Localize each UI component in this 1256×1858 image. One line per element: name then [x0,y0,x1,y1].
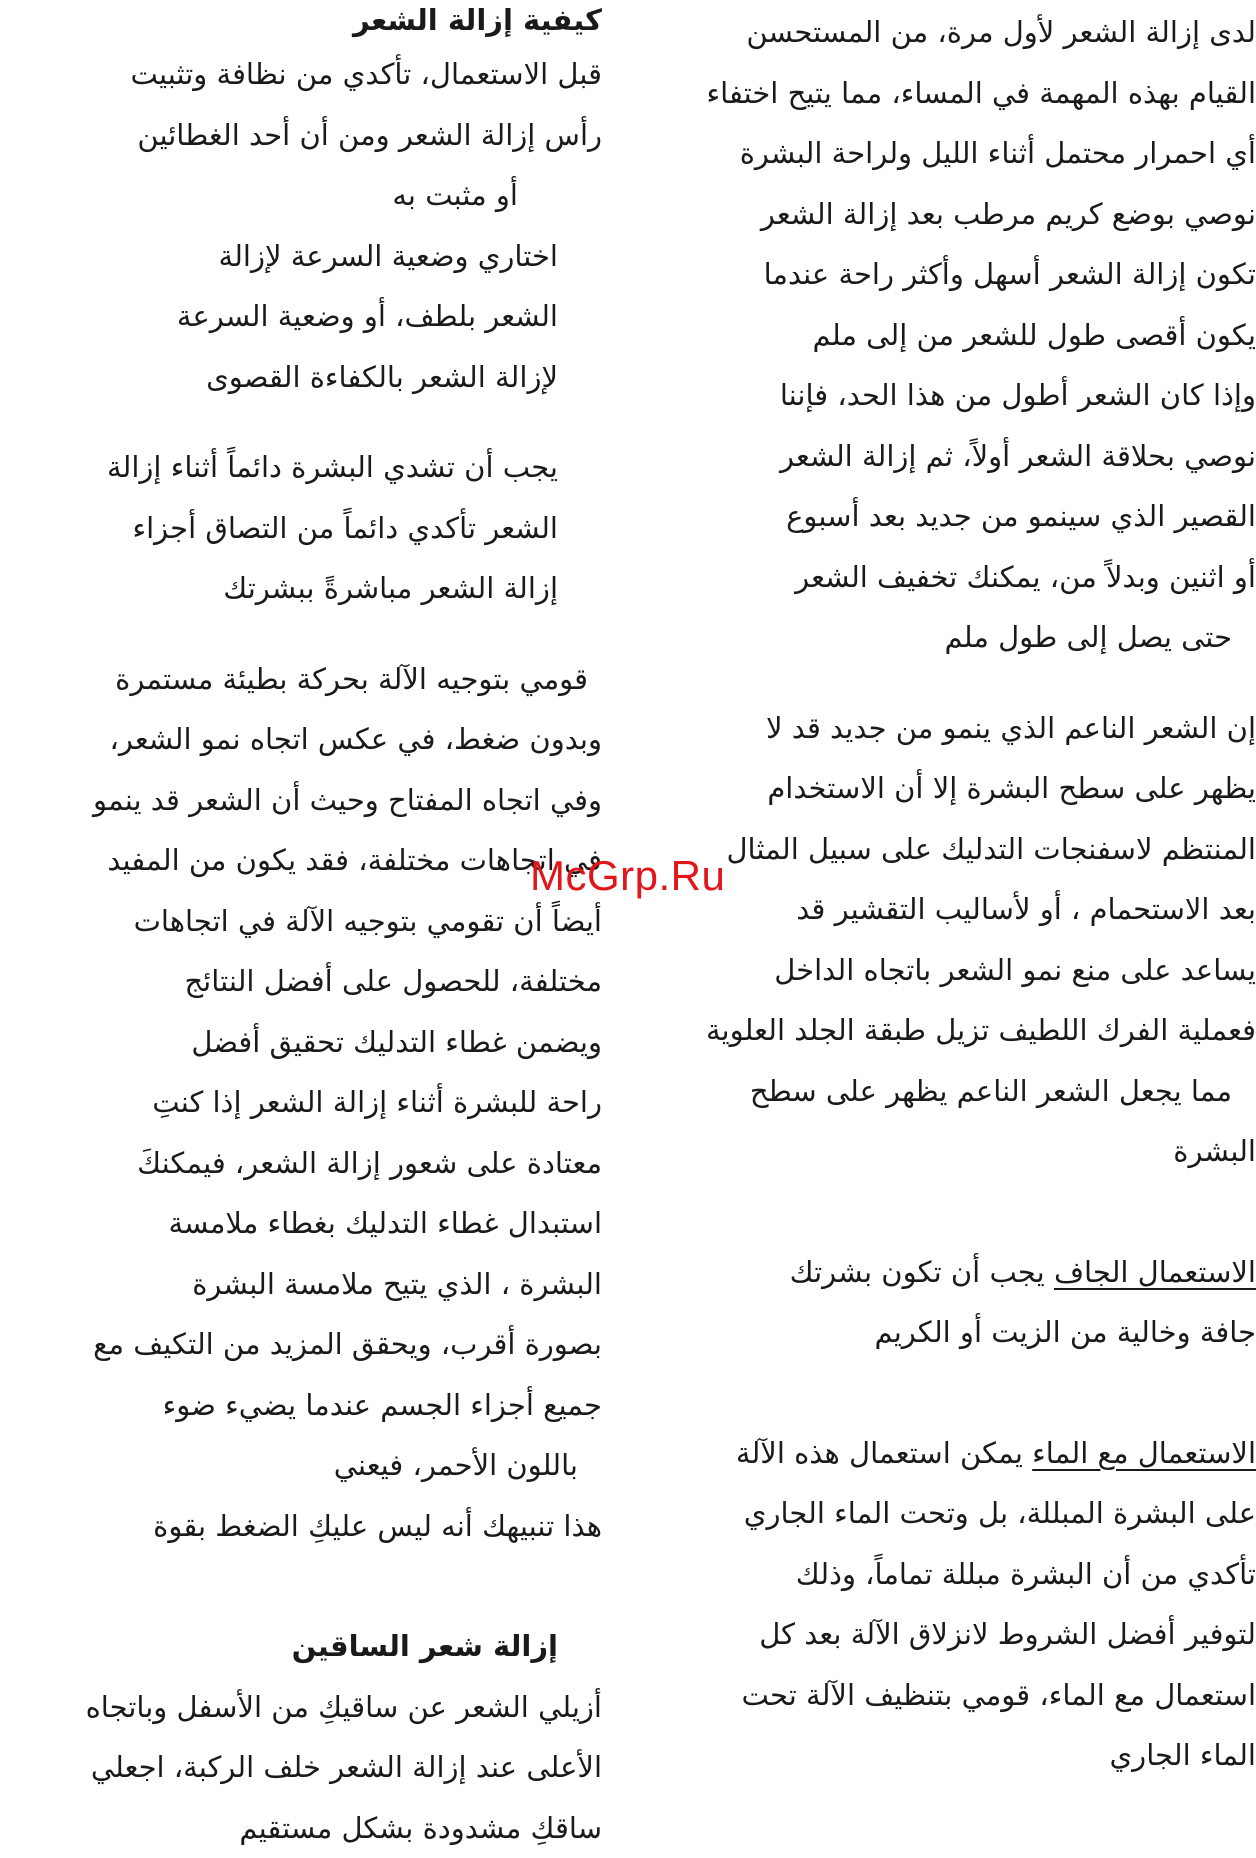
text-line: البشرة [616,1121,1256,1182]
wet-use-paragraph [616,1423,1256,1786]
text-line: الماء الجاري [616,1725,1256,1786]
before-use-paragraph [2,44,602,226]
text-line: القيام بهذه المهمة في المساء، مما يتيح اختفاء [616,63,1256,124]
text-line: نوصي بوضع كريم مرطب بعد إزالة الشعر [616,184,1256,245]
text-line: أيضاً أن تقومي بتوجيه الآلة في اتجاهات [2,891,602,952]
text-line: هذا تنبيهك أنه ليس عليكِ الضغط بقوة [2,1496,602,1557]
text-line: في اتجاهات مختلفة، فقد يكون من المفيد [2,830,602,891]
text-line: تكون إزالة الشعر أسهل وأكثر راحة عندما [616,244,1256,305]
speed-paragraph [2,226,602,408]
text-line: معتادة على شعور إزالة الشعر، فيمكنكَ [2,1133,602,1194]
text-line: مما يجعل الشعر الناعم يظهر على سطح [616,1061,1256,1122]
text-line: ويضمن غطاء التدليك تحقيق أفضل [2,1012,602,1073]
text-line: استبدال غطاء التدليك بغطاء ملامسة [2,1193,602,1254]
text-line: الأعلى عند إزالة الشعر خلف الركبة، اجعلي [2,1737,602,1798]
text-line [616,1242,1256,1303]
text-line: وبدون ضغط، في عكس اتجاه نمو الشعر، [2,709,602,770]
text-line: جافة وخالية من الزيت أو الكريم [616,1302,1256,1363]
text-line: أزيلي الشعر عن ساقيكِ من الأسفل وباتجاه [2,1677,602,1738]
text-line [616,1423,1256,1484]
left-column [2,0,602,1858]
intro-paragraph [616,0,1256,668]
text-line: الشعر بلطف، أو وضعية السرعة [2,286,602,347]
text-line: راحة للبشرة أثناء إزالة الشعر إذا كنتِ [2,1072,602,1133]
text-line: يظهر على سطح البشرة إلا أن الاستخدام [616,758,1256,819]
guide-device-paragraph [2,649,602,1557]
text-line: أو اثنين وبدلاً من، يمكنك تخفيف الشعر [616,547,1256,608]
text-line: لدى إزالة الشعر لأول مرة، من المستحسن [616,2,1256,63]
text-line: استعمال مع الماء، قومي بتنظيف الآلة تحت [616,1665,1256,1726]
text-line: نوصي بحلاقة الشعر أولاً، ثم إزالة الشعر [616,426,1256,487]
text-line: يساعد على منع نمو الشعر باتجاه الداخل [616,940,1256,1001]
text-line: بعد الاستحمام ، أو لأساليب التقشير قد [616,879,1256,940]
text-line: حتى يصل إلى طول ملم [616,607,1256,668]
text-line: وفي اتجاه المفتاح وحيث أن الشعر قد ينمو [2,770,602,831]
text-line: القصير الذي سينمو من جديد بعد أسبوع [616,486,1256,547]
dry-use-paragraph [616,1242,1256,1363]
text-line: رأس إزالة الشعر ومن أن أحد الغطائين [2,105,602,166]
text-line: الشعر تأكدي دائماً من التصاق أجزاء [2,498,602,559]
text-line: لتوفير أفضل الشروط لانزلاق الآلة بعد كل [616,1604,1256,1665]
text-line: بصورة أقرب، ويحقق المزيد من التكيف مع [2,1314,602,1375]
how-to-remove-heading: كيفية إزالة الشعر [2,0,602,44]
wet-use-intro: يمكن استعمال هذه الآلة [736,1436,1032,1470]
watermark-text: McGrp.Ru [530,852,725,900]
text-line: إزالة الشعر مباشرةً ببشرتك [2,558,602,619]
legs-heading: إزالة شعر الساقين [2,1616,602,1677]
legs-paragraph [2,1677,602,1858]
text-line: إن الشعر الناعم الذي ينمو من جديد قد لا [616,698,1256,759]
text-line: فعملية الفرك اللطيف تزيل طبقة الجلد العلوية [616,1000,1256,1061]
text-line: باللون الأحمر، فيعني [2,1435,602,1496]
text-line: قبل الاستعمال، تأكدي من نظافة وتثبيت [2,44,602,105]
text-line: المنتظم لاسفنجات التدليك على سبيل المثال [616,819,1256,880]
stretch-skin-paragraph [2,437,602,619]
dry-use-title: الاستعمال الجاف [1054,1255,1256,1289]
text-line: جميع أجزاء الجسم عندما يضيء ضوء [2,1375,602,1436]
text-line: وإذا كان الشعر أطول من هذا الحد، فإننا [616,365,1256,426]
text-line: ساقكِ مشدودة بشكل مستقيم [2,1798,602,1858]
text-line: أو مثبت به [2,165,602,226]
text-line: البشرة ، الذي يتيح ملامسة البشرة [2,1254,602,1315]
text-line: يكون أقصى طول للشعر من إلى ملم [616,305,1256,366]
dry-use-intro: يجب أن تكون بشرتك [790,1255,1054,1289]
text-line: يجب أن تشدي البشرة دائماً أثناء إزالة [2,437,602,498]
text-line: قومي بتوجيه الآلة بحركة بطيئة مستمرة [2,649,602,710]
wet-use-title: الاستعمال مع الماء [1032,1436,1256,1470]
soft-hair-paragraph [616,698,1256,1182]
text-line: على البشرة المبللة، بل وتحت الماء الجاري [616,1483,1256,1544]
text-line: مختلفة، للحصول على أفضل النتائج [2,951,602,1012]
text-line: تأكدي من أن البشرة مبللة تماماً، وذلك [616,1544,1256,1605]
text-line: أي احمرار محتمل أثناء الليل ولراحة البشرة [616,123,1256,184]
text-line: لإزالة الشعر بالكفاءة القصوى [2,347,602,408]
text-line: اختاري وضعية السرعة لإزالة [2,226,602,287]
